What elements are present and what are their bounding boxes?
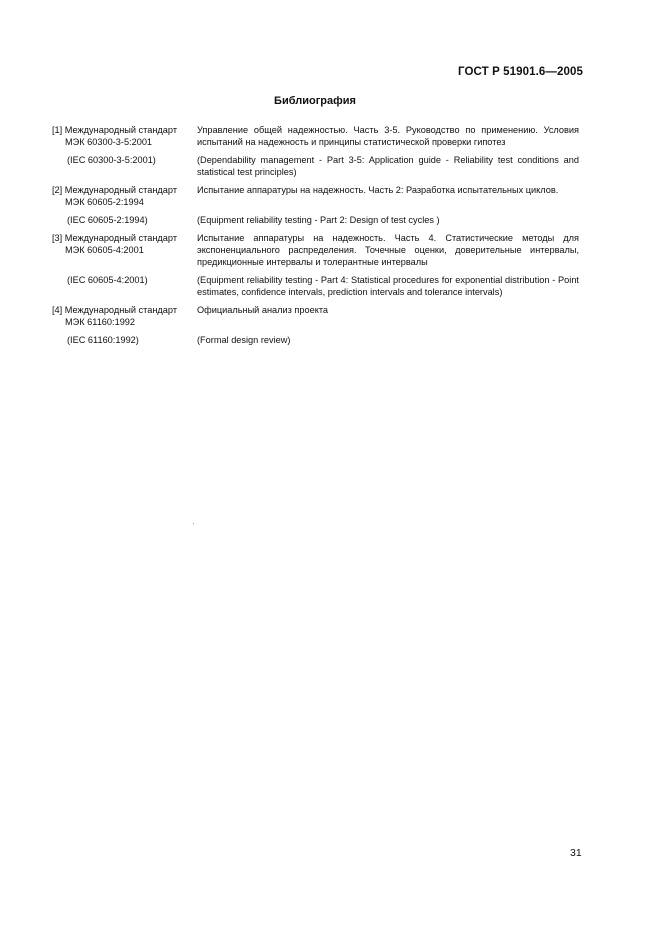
reference-line: [3] Международный стандарт bbox=[52, 233, 178, 243]
reference-title: Управление общей надежностью. Часть 3-5. Руководство по применению. Условия испытаний на надежность и принципы статистической проверки гипотез bbox=[197, 125, 579, 147]
bibliography-alt-entry bbox=[52, 274, 579, 298]
reference-line: МЭК 60605-4:2001 bbox=[65, 245, 144, 255]
reference-title: Испытание аппаратуры на надежность. Часть 2: Разработка испытательных циклов. bbox=[197, 185, 559, 195]
bibliography-entry bbox=[52, 232, 579, 268]
section-title: Библиография bbox=[274, 95, 356, 107]
standard-code: ГОСТ Р 51901.6—2005 bbox=[458, 66, 583, 78]
reference-line: [1] Международный стандарт bbox=[52, 125, 178, 135]
reference-line: МЭК 60300-3-5:2001 bbox=[65, 137, 153, 147]
reference-title: Официальный анализ проекта bbox=[197, 305, 329, 315]
reference-title: Испытание аппаратуры на надежность. Часть 4. Статистические методы для экспоненциального распределения. Точечные оценки, доверительные интервалы, предикционные интервалы и толерантные интервалы bbox=[197, 233, 579, 267]
reference-line: МЭК 60605-2:1994 bbox=[65, 197, 144, 207]
alt-reference-title: (Dependability management - Part 3-5: Application guide - Reliability test conditions and statistical test principles) bbox=[197, 155, 579, 177]
bibliography-alt-entry bbox=[52, 214, 579, 226]
bibliography-entry bbox=[52, 304, 579, 328]
scan-speck bbox=[193, 523, 194, 524]
bibliography-alt-entry bbox=[52, 154, 579, 178]
reference-id bbox=[52, 124, 197, 148]
alt-reference-id: (IEC 60605-4:2001) bbox=[67, 275, 148, 285]
alt-reference-id: (IEC 60605-2:1994) bbox=[67, 215, 148, 225]
reference-id bbox=[52, 304, 197, 328]
bibliography-alt-entry bbox=[52, 334, 579, 346]
reference-line: [2] Международный стандарт bbox=[52, 185, 178, 195]
alt-reference-id: (IEC 60300-3-5:2001) bbox=[67, 155, 156, 165]
page-number: 31 bbox=[570, 847, 582, 859]
alt-reference-id: (IEC 61160:1992) bbox=[67, 335, 139, 345]
reference-id bbox=[52, 184, 197, 208]
bibliography-entry bbox=[52, 184, 579, 208]
alt-reference-title: (Equipment reliability testing - Part 2: Design of test cycles ) bbox=[197, 215, 440, 225]
bibliography-entry bbox=[52, 124, 579, 148]
alt-reference-title: (Formal design review) bbox=[197, 335, 291, 345]
reference-line: [4] Международный стандарт bbox=[52, 305, 178, 315]
alt-reference-title: (Equipment reliability testing - Part 4: Statistical procedures for exponential distribution - Point estimates, confidence intervals, prediction intervals and tolerance intervals) bbox=[197, 275, 579, 297]
reference-id bbox=[52, 232, 197, 268]
reference-line: МЭК 61160:1992 bbox=[65, 317, 136, 327]
bibliography-list bbox=[52, 124, 579, 352]
